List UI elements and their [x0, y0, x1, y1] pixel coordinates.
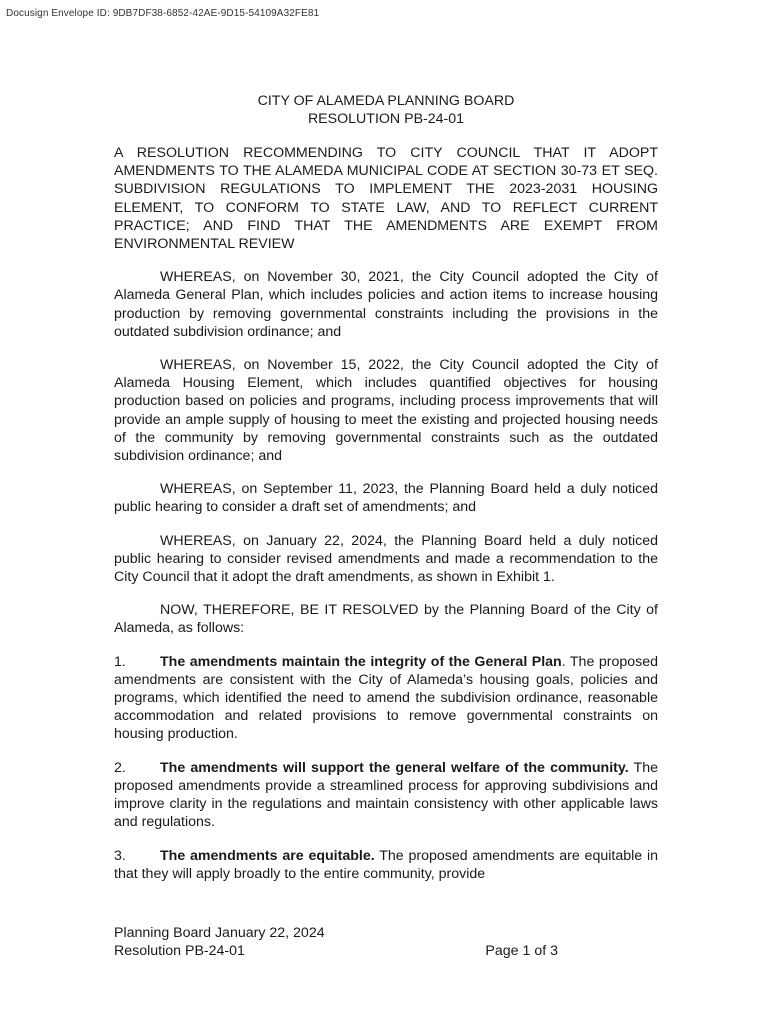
whereas-paragraph: WHEREAS, on September 11, 2023, the Planning Board held a duly noticed public hearing to consider a draft set of amendments; and	[114, 481, 658, 516]
finding-text: The proposed amendments provide a streamlined process for approving subdivisions and improve clarity in the regulations and maintain consistency with other applicable laws and regulations.	[114, 759, 658, 831]
finding-number: 3.	[114, 847, 126, 864]
docusign-envelope-id: Docusign Envelope ID: 9DB7DF38-6852-42AE-9D15-54109A32FE81	[6, 8, 320, 19]
finding-item	[114, 847, 658, 883]
title-line-2: RESOLUTION PB-24-01	[307, 111, 465, 127]
whereas-paragraph: WHEREAS, on January 22, 2024, the Planning Board held a duly noticed public hearing to consider revised amendments and made a recommendation to the City Council that it adopt the draft amendments, as shown in Exhibit 1.	[114, 532, 658, 586]
finding-number: 2.	[114, 759, 126, 776]
finding-text: . The proposed amendments are consistent with the City of Alameda’s housing goals, policies and programs, which identified the need to amend the subdivision ordinance, reasonable accommodation and related provisions to remove governmental constraints on housing production.	[114, 653, 658, 743]
finding-title: The amendments are equitable.	[160, 847, 375, 864]
finding-text: The proposed amendments are equitable in that they will apply broadly to the entire community, provide	[114, 847, 658, 882]
title-line-1: CITY OF ALAMEDA PLANNING BOARD	[257, 93, 515, 109]
whereas-paragraph: WHEREAS, on November 15, 2022, the City Council adopted the City of Alameda Housing Element, which includes quantified objectives for housing production based on policies and programs, including process improvements that will provide an ample supply of housing to meet the existing and projected housing needs of the community by removing governmental constraints such as the outdated subdivision ordinance; and	[114, 357, 658, 465]
finding-title: The amendments will support the general welfare of the community.	[160, 759, 629, 776]
page-number: Page 1 of 3	[485, 943, 558, 959]
page-footer	[114, 924, 558, 960]
document-page	[114, 92, 658, 883]
finding-title: The amendments maintain the integrity of the General Plan	[160, 653, 562, 670]
finding-item	[114, 653, 658, 744]
finding-number: 1.	[114, 653, 126, 670]
document-title	[114, 92, 658, 128]
footer-line-2: Resolution PB-24-01	[114, 943, 245, 959]
footer-line-1: Planning Board January 22, 2024	[114, 925, 325, 941]
whereas-paragraph: WHEREAS, on November 30, 2021, the City Council adopted the City of Alameda General Plan, which includes policies and action items to increase housing production by removing governmental constraints including the provisions in the outdated subdivision ordinance; and	[114, 269, 658, 340]
resolved-paragraph: NOW, THEREFORE, BE IT RESOLVED by the Planning Board of the City of Alameda, as follows:	[114, 602, 658, 637]
resolution-heading: A RESOLUTION RECOMMENDING TO CITY COUNCIL THAT IT ADOPT AMENDMENTS TO THE ALAMEDA MUNICIPAL CODE AT SECTION 30-73 ET SEQ. SUBDIVISION REGULATIONS TO IMPLEMENT THE 2023-2031 HOUSING ELEMENT, TO CONFORM TO STATE LAW, AND TO REFLECT CURRENT PRACTICE; AND FIND THAT THE AMENDMENTS ARE EXEMPT FROM ENVIRONMENTAL REVIEW	[114, 145, 658, 253]
finding-item	[114, 759, 658, 832]
